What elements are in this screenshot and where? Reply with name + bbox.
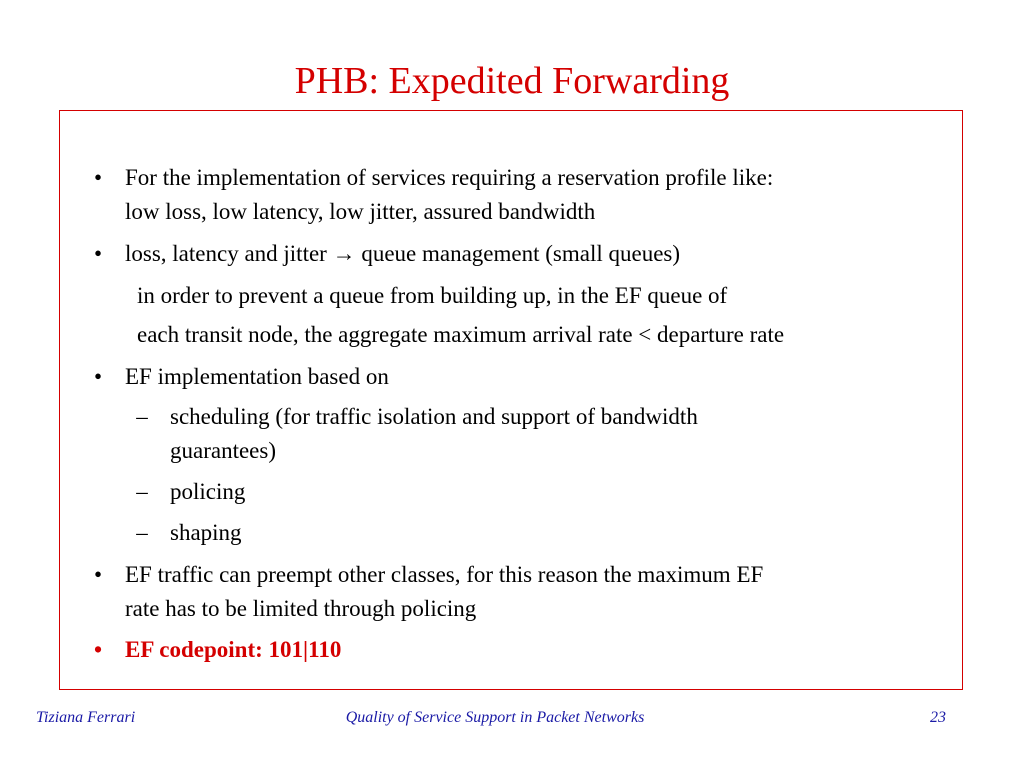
note-text-queue-buildup: in order to prevent a queue from building up, in the EF queue of [137, 283, 728, 308]
bullet-text-preempt-cont: rate has to be limited through policing [125, 596, 477, 621]
subitem-text-scheduling-cont: guarantees) [170, 438, 276, 463]
bullet-marker: • [93, 562, 103, 587]
footer-page-number: 23 [930, 709, 946, 726]
subitem-text-shaping: shaping [170, 520, 242, 545]
footer-author: Tiziana Ferrari [36, 709, 136, 726]
dash-marker: – [136, 479, 148, 504]
bullet-text-implementation-cont: low loss, low latency, low jitter, assured bandwidth [125, 199, 596, 224]
bullet-text-queue-management: loss, latency and jitter → queue management (small queues) [125, 241, 681, 266]
bullet-text-preempt: EF traffic can preempt other classes, for this reason the maximum EF [125, 562, 764, 587]
bullet-marker: • [93, 165, 103, 190]
dash-marker: – [136, 520, 148, 545]
bullet-marker: • [93, 364, 103, 389]
note-text-arrival-rate: each transit node, the aggregate maximum arrival rate < departure rate [137, 322, 785, 347]
bullet-marker: • [93, 637, 103, 662]
subitem-text-scheduling: scheduling (for traffic isolation and support of bandwidth [170, 404, 698, 429]
slide-title: PHB: Expedited Forwarding [294, 60, 730, 102]
footer-course: Quality of Service Support in Packet Networks [345, 709, 645, 726]
bullet-text-ef-implementation: EF implementation based on [125, 364, 389, 389]
subitem-text-policing: policing [170, 479, 246, 504]
bullet-text-implementation: For the implementation of services requiring a reservation profile like: [125, 165, 774, 190]
bullet-marker: • [93, 241, 103, 266]
bullet-text-codepoint: EF codepoint: 101|110 [125, 637, 342, 662]
dash-marker: – [136, 404, 148, 429]
